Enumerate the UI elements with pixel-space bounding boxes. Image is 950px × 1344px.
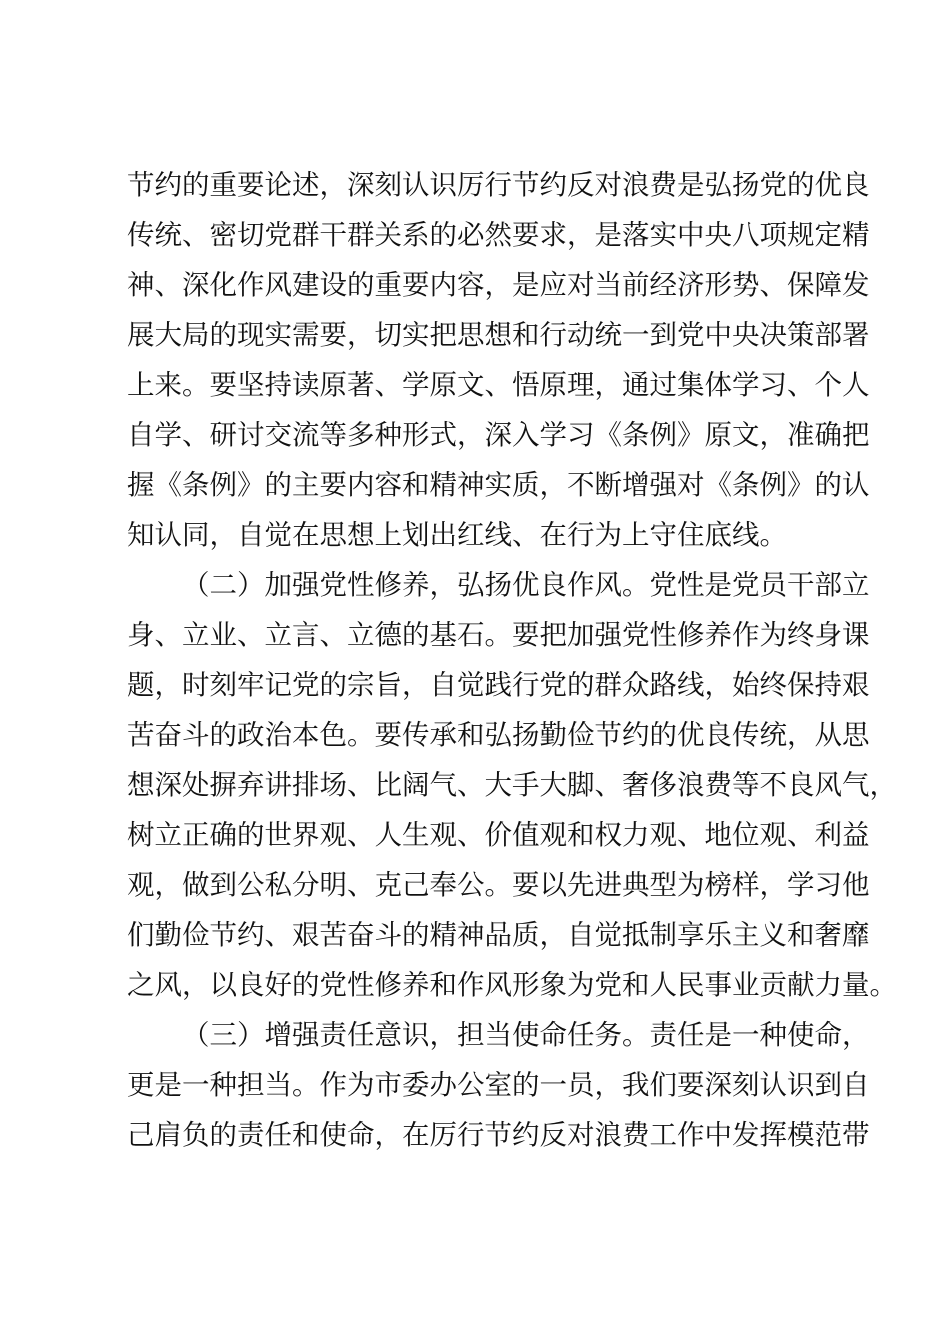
text-line: 之风，以良好的党性修养和作风形象为党和人民事业贡献力量。 (127, 969, 897, 1001)
text-line: 苦奋斗的政治本色。要传承和弘扬勤俭节约的优良传统，从思 (127, 719, 870, 751)
text-line: 自学、研讨交流等多种形式，深入学习《条例》原文，准确把 (127, 419, 870, 451)
text-line: 节约的重要论述，深刻认识厉行节约反对浪费是弘扬党的优良 (127, 169, 870, 201)
text-line: 传统、密切党群干群关系的必然要求，是落实中央八项规定精 (127, 219, 870, 251)
text-line: 更是一种担当。作为市委办公室的一员，我们要深刻认识到自 (127, 1069, 870, 1101)
section-heading-line: （二）加强党性修养，弘扬优良作风。党性是党员干部立 (182, 569, 870, 601)
text-line: 展大局的现实需要，切实把思想和行动统一到党中央决策部署 (127, 319, 870, 351)
section-heading-line: （三）增强责任意识，担当使命任务。责任是一种使命， (182, 1019, 870, 1051)
text-line: 们勤俭节约、艰苦奋斗的精神品质，自觉抵制享乐主义和奢靡 (127, 919, 870, 951)
text-line: 观，做到公私分明、克己奉公。要以先进典型为榜样，学习他 (127, 869, 870, 901)
text-line: 神、深化作风建设的重要内容，是应对当前经济形势、保障发 (127, 269, 870, 301)
text-line: 上来。要坚持读原著、学原文、悟原理，通过集体学习、个人 (127, 369, 870, 401)
text-line: 握《条例》的主要内容和精神实质，不断增强对《条例》的认 (127, 469, 870, 501)
text-line: 知认同，自觉在思想上划出红线、在行为上守住底线。 (127, 519, 787, 551)
text-line: 树立正确的世界观、人生观、价值观和权力观、地位观、利益 (127, 819, 870, 851)
text-line: 己肩负的责任和使命，在厉行节约反对浪费工作中发挥模范带 (127, 1119, 870, 1151)
text-line: 题，时刻牢记党的宗旨，自觉践行党的群众路线，始终保持艰 (127, 669, 870, 701)
text-line: 身、立业、立言、立德的基石。要把加强党性修养作为终身课 (127, 619, 870, 651)
document-body (127, 169, 897, 1185)
text-line: 想深处摒弃讲排场、比阔气、大手大脚、奢侈浪费等不良风气， (127, 769, 897, 801)
